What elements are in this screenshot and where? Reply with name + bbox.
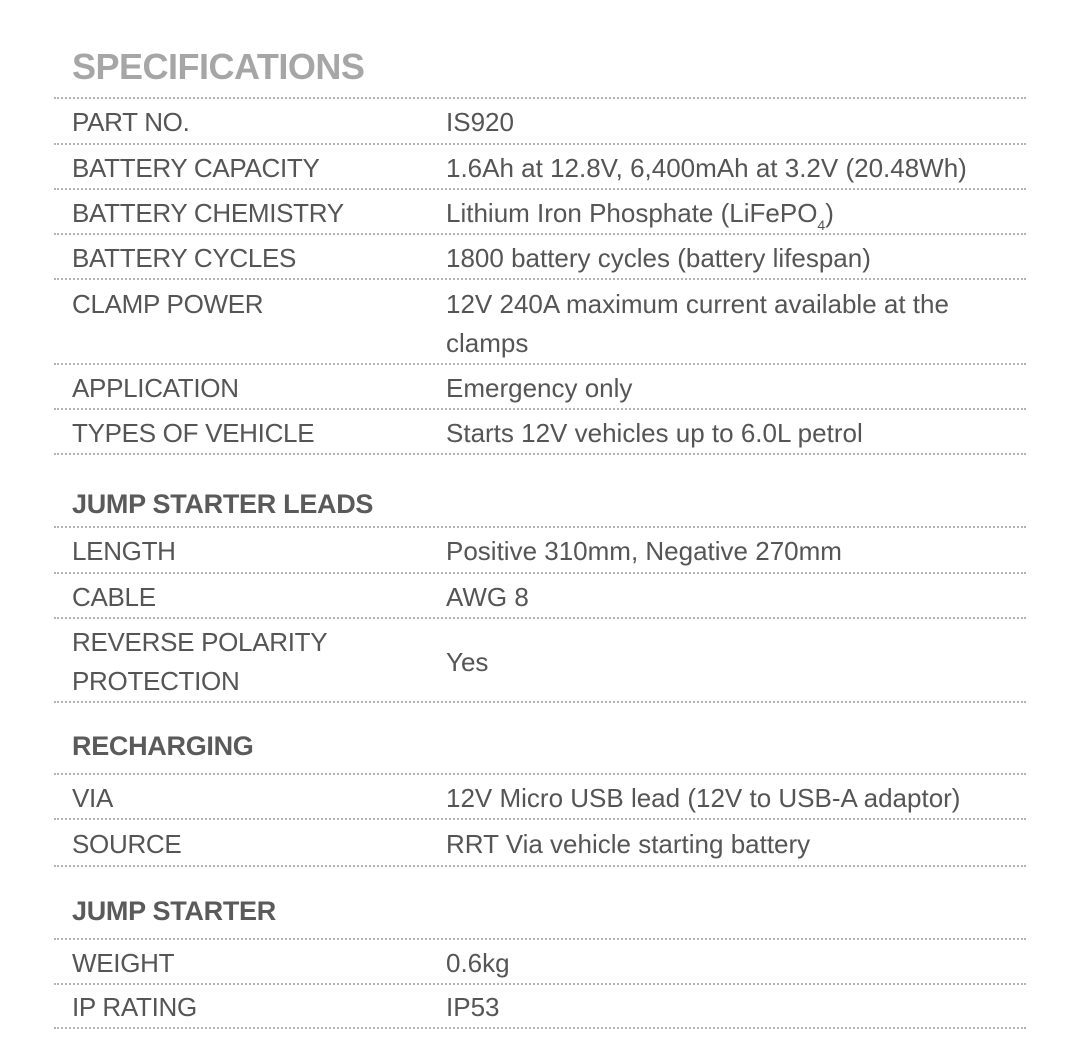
section-title-jump-starter-leads: JUMP STARTER LEADS bbox=[72, 489, 374, 519]
spec-label-battery-capacity: BATTERY CAPACITY bbox=[72, 153, 320, 183]
divider bbox=[54, 188, 1026, 190]
chemistry-subscript: 4 bbox=[817, 217, 826, 233]
spec-value-types-of-vehicle: Starts 12V vehicles up to 6.0L petrol bbox=[446, 418, 863, 448]
divider bbox=[54, 526, 1026, 528]
spec-label-source: SOURCE bbox=[72, 829, 182, 859]
page-title: SPECIFICATIONS bbox=[72, 46, 365, 87]
divider bbox=[54, 143, 1026, 145]
spec-label-clamp-power: CLAMP POWER bbox=[72, 289, 264, 319]
divider bbox=[54, 363, 1026, 365]
divider bbox=[54, 1027, 1026, 1029]
chemistry-text: Lithium Iron Phosphate (LiFePO bbox=[446, 198, 818, 228]
spec-value-battery-chemistry bbox=[446, 194, 834, 232]
spec-label-via: VIA bbox=[72, 783, 114, 813]
divider bbox=[54, 818, 1026, 820]
divider bbox=[54, 865, 1026, 867]
spec-label-part-no: PART NO. bbox=[72, 107, 190, 137]
section-title-jump-starter: JUMP STARTER bbox=[72, 896, 276, 926]
divider bbox=[54, 572, 1026, 574]
spec-value-ip-rating: IP53 bbox=[446, 992, 500, 1022]
spec-value-battery-cycles: 1800 battery cycles (battery lifespan) bbox=[446, 243, 871, 273]
spec-label-reverse-polarity-line1: REVERSE POLARITY bbox=[72, 627, 328, 657]
chemistry-suffix: ) bbox=[825, 198, 834, 228]
spec-label-application: APPLICATION bbox=[72, 373, 239, 403]
divider bbox=[54, 938, 1026, 940]
divider bbox=[54, 701, 1026, 703]
divider bbox=[54, 773, 1026, 775]
spec-value-application: Emergency only bbox=[446, 373, 633, 403]
spec-value-part-no: IS920 bbox=[446, 107, 514, 137]
spec-value-clamp-power-line1: 12V 240A maximum current available at the bbox=[446, 289, 949, 319]
divider bbox=[54, 983, 1026, 985]
divider bbox=[54, 233, 1026, 235]
divider bbox=[54, 97, 1026, 99]
spec-label-cable: CABLE bbox=[72, 582, 156, 612]
spec-value-weight: 0.6kg bbox=[446, 948, 510, 978]
section-title-recharging: RECHARGING bbox=[72, 731, 254, 761]
spec-label-types-of-vehicle: TYPES OF VEHICLE bbox=[72, 418, 315, 448]
spec-value-battery-capacity: 1.6Ah at 12.8V, 6,400mAh at 3.2V (20.48Wh) bbox=[446, 153, 967, 183]
divider bbox=[54, 408, 1026, 410]
divider bbox=[54, 453, 1026, 455]
spec-value-reverse-polarity: Yes bbox=[446, 647, 489, 677]
spec-value-length: Positive 310mm, Negative 270mm bbox=[446, 536, 842, 566]
spec-label-ip-rating: IP RATING bbox=[72, 992, 197, 1022]
divider bbox=[54, 617, 1026, 619]
spec-value-via: 12V Micro USB lead (12V to USB-A adaptor) bbox=[446, 783, 961, 813]
spec-label-battery-cycles: BATTERY CYCLES bbox=[72, 243, 297, 273]
spec-value-cable: AWG 8 bbox=[446, 582, 529, 612]
spec-label-length: LENGTH bbox=[72, 536, 176, 566]
spec-value-source: RRT Via vehicle starting battery bbox=[446, 829, 811, 859]
spec-label-battery-chemistry: BATTERY CHEMISTRY bbox=[72, 198, 344, 228]
spec-value-clamp-power-line2: clamps bbox=[446, 328, 529, 358]
spec-label-weight: WEIGHT bbox=[72, 948, 175, 978]
spec-label-reverse-polarity-line2: PROTECTION bbox=[72, 666, 240, 696]
divider bbox=[54, 278, 1026, 280]
